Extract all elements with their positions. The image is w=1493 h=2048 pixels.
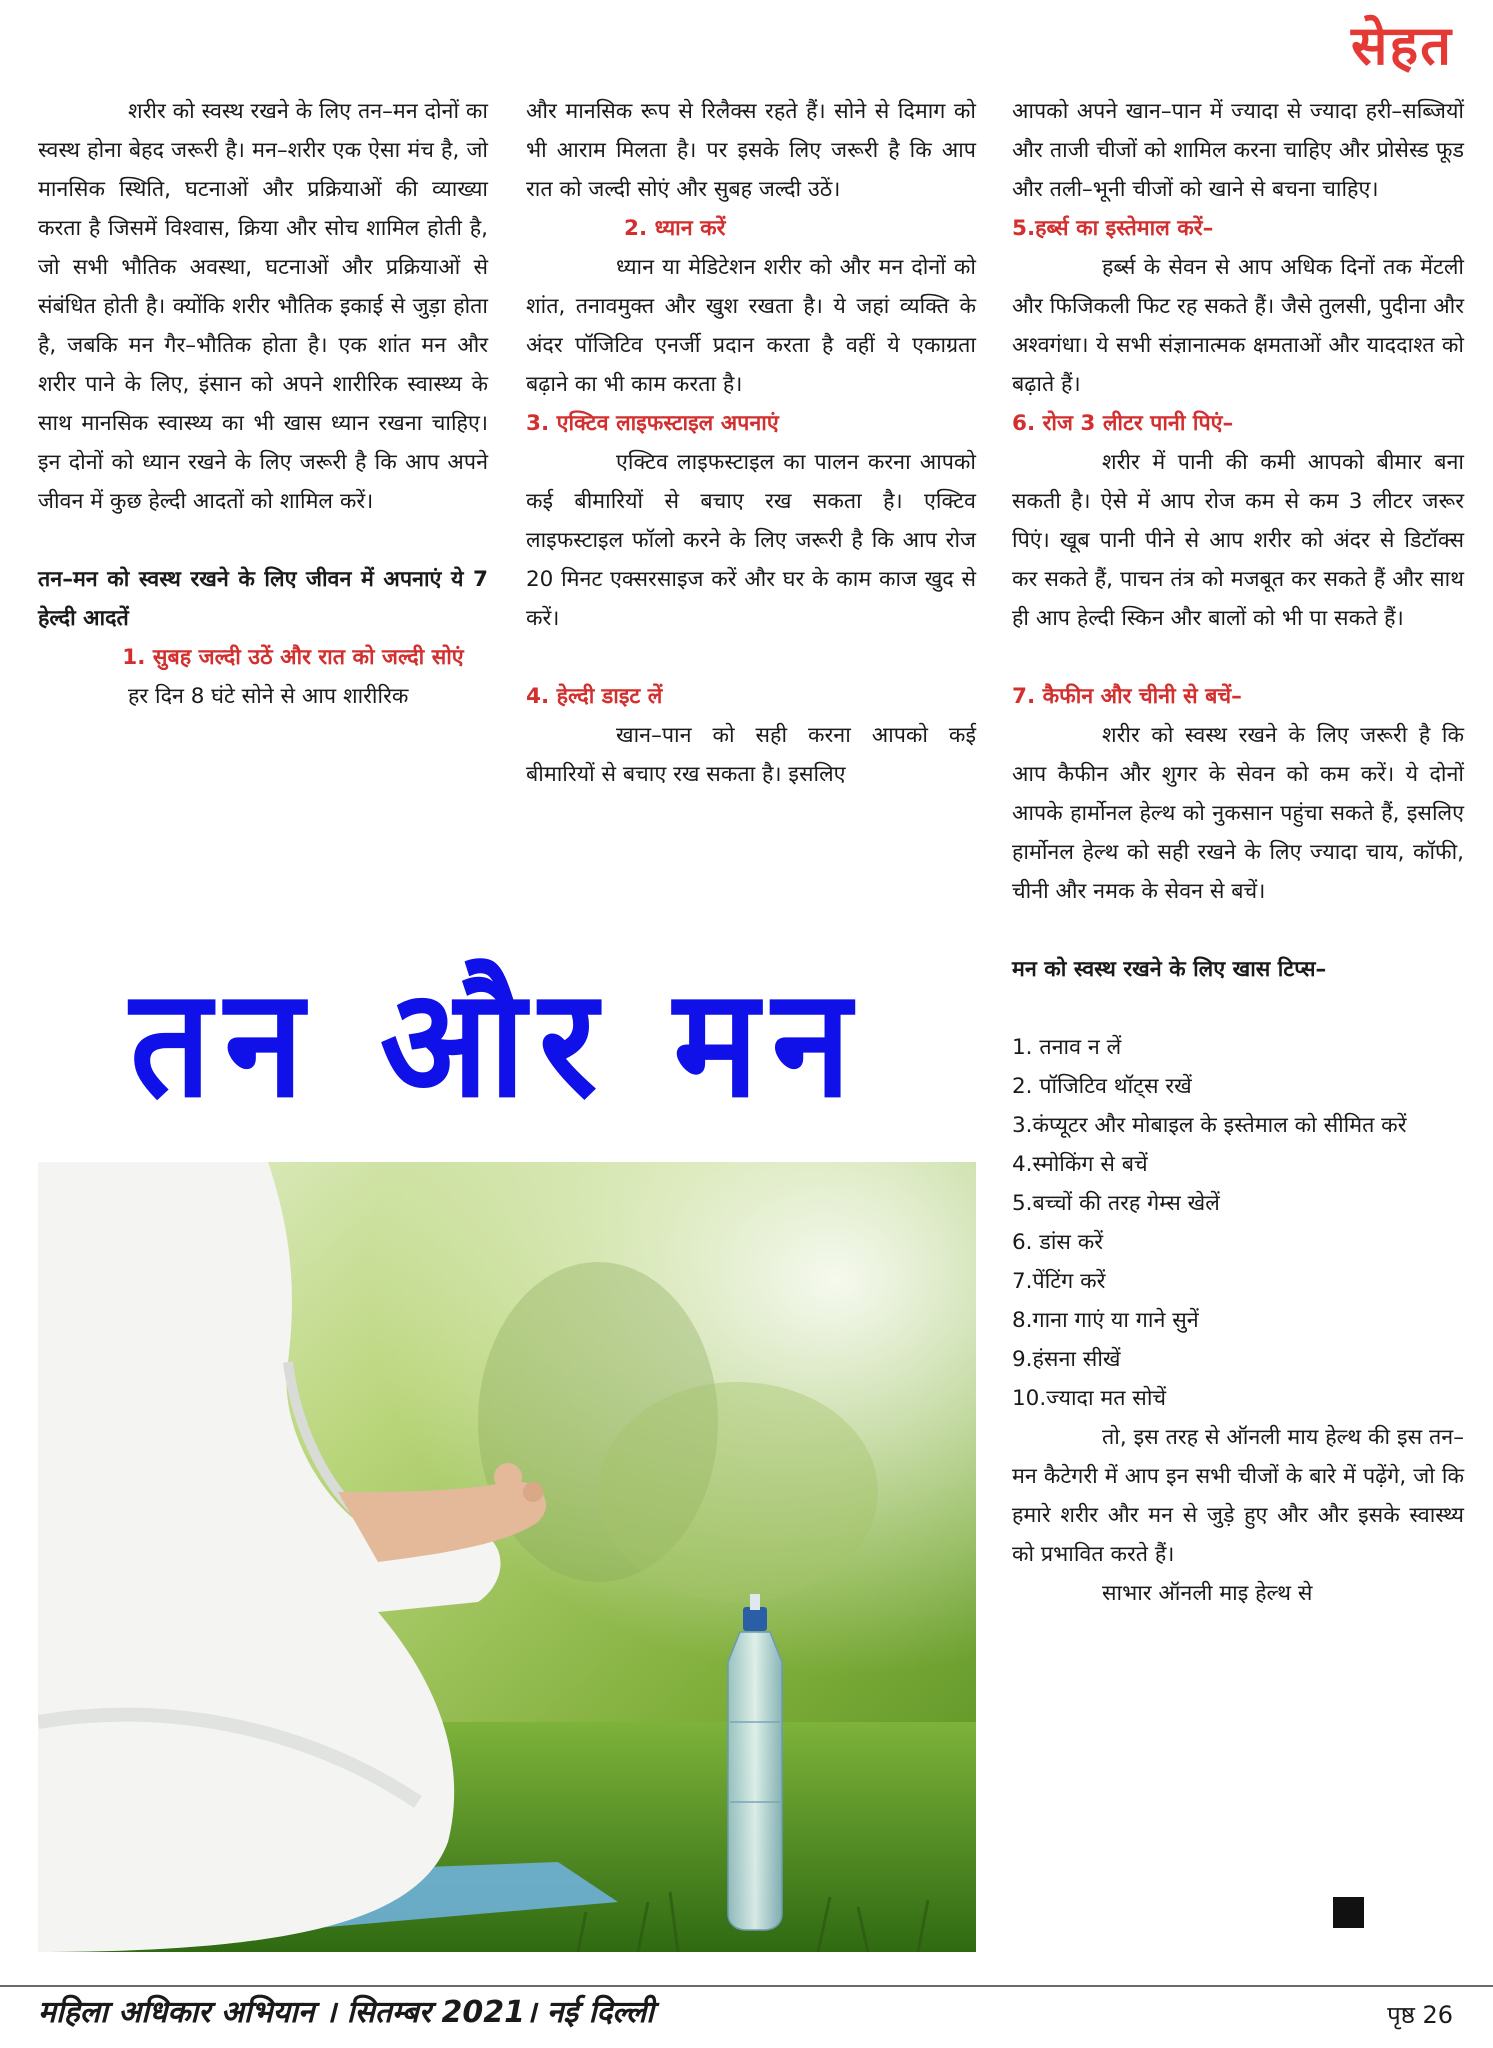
habit-4-text-cont: आपको अपने खान–पान में ज्यादा से ज्यादा हरी–सब्जियों और ताजी चीजों को शामिल करना चाहिए और प्रोसेस्ड फूड और तली–भूनी चीजों को खाने से बचना चाहिए। xyxy=(1012,99,1464,202)
tip-item: 9.हंसना सीखें xyxy=(1012,1347,1121,1372)
habit-2-text: ध्यान या मेडिटेशन शरीर को और मन दोनों को शांत, तनावमुक्त और खुश रखता है। ये जहां व्यक्ति के अंदर पॉजिटिव एनर्जी प्रदान करता है वहीं ये एकाग्रता बढ़ाने का भी काम करता है। xyxy=(526,255,976,397)
habit-2-title: 2. ध्यान करें xyxy=(624,216,726,241)
habit-1-text: हर दिन 8 घंटे सोने से आप शारीरिक xyxy=(128,684,409,709)
habit-4-text: खान–पान को सही करना आपको कई बीमारियों से बचाए रख सकता है। इसलिए xyxy=(526,723,976,787)
habit-7-title: 7. कैफीन और चीनी से बचें– xyxy=(1012,684,1242,709)
meditation-photo xyxy=(38,1162,976,1952)
habit-4-title: 4. हेल्दी डाइट लें xyxy=(526,684,663,709)
tips-heading: मन को स्वस्थ रखने के लिए खास टिप्स– xyxy=(1012,957,1327,982)
habit-6-text: शरीर में पानी की कमी आपको बीमार बना सकती है। ऐसे में आप रोज कम से कम 3 लीटर जरूर पिएं। खूब पानी पीने से आप शरीर को अंदर से डिटॉक्स कर सकते हैं, पाचन तंत्र को मजबूत कर सकते हैं और साथ ही आप हेल्दी स्किन और बालों को भी पा सकते हैं। xyxy=(1012,450,1464,631)
tip-item: 6. डांस करें xyxy=(1012,1230,1104,1255)
habit-5-title: 5.हर्ब्स का इस्तेमाल करें– xyxy=(1012,216,1214,241)
tip-item: 5.बच्चों की तरह गेम्स खेलें xyxy=(1012,1191,1220,1216)
habit-7-text: शरीर को स्वस्थ रखने के लिए जरूरी है कि आप कैफीन और शुगर के सेवन को कम करें। ये दोनों आपके हार्मोनल हेल्थ को नुकसान पहुंचा सकते हैं, इसलिए हार्मोनल हेल्थ को सही रखने के लिए ज्यादा चाय, कॉफी, चीनी और नमक के सेवन से बचें। xyxy=(1012,723,1464,904)
habit-1-text-cont: और मानसिक रूप से रिलैक्स रहते हैं। सोने से दिमाग को भी आराम मिलता है। पर इसके लिए जरूरी है कि आप रात को जल्दी सोएं और सुबह जल्दी उठें। xyxy=(526,99,976,202)
habit-1-title: 1. सुबह जल्दी उठें और रात को जल्दी सोएं xyxy=(122,645,464,670)
conclusion-paragraph: तो, इस तरह से ऑनली माय हेल्थ की इस तन–मन कैटेगरी में आप इन सभी चीजों के बारे में पढ़ेंगे, जो कि हमारे शरीर और मन से जुड़े हुए और और इसके स्वास्थ्य को प्रभावित करते हैं। xyxy=(1012,1425,1464,1567)
article-column-3 xyxy=(1012,92,1464,1613)
section-label: सेहत xyxy=(1351,13,1453,77)
footer-rule xyxy=(0,1985,1493,1987)
end-of-article-mark xyxy=(1333,1897,1364,1928)
tip-item: 10.ज्यादा मत सोचें xyxy=(1012,1386,1167,1411)
habit-3-title: 3. एक्टिव लाइफस्टाइल अपनाएं xyxy=(526,411,779,436)
habit-5-text: हर्ब्स के सेवन से आप अधिक दिनों तक मेंटली और फिजिकली फिट रह सकते हैं। जैसे तुलसी, पुदीना और अश्वगंधा। ये सभी संज्ञानात्मक क्षमताओं और याददाश्त को बढ़ाते हैं। xyxy=(1012,255,1464,397)
habit-6-title: 6. रोज 3 लीटर पानी पिएं– xyxy=(1012,411,1234,436)
tip-item: 8.गाना गाएं या गाने सुनें xyxy=(1012,1308,1199,1333)
page-number: पृष्ठ 26 xyxy=(1387,2001,1453,2029)
tip-item: 4.स्मोकिंग से बचें xyxy=(1012,1152,1148,1177)
headline: तन और मन xyxy=(130,957,865,1131)
credit-line: साभार ऑनली माइ हेल्थ से xyxy=(1102,1581,1313,1606)
habit-3-text: एक्टिव लाइफस्टाइल का पालन करना आपको कई बीमारियों से बचाए रख सकता है। एक्टिव लाइफस्टाइल फॉलो करने के लिए जरूरी है कि आप रोज 20 मिनट एक्सरसाइज करें और घर के काम काज खुद से करें। xyxy=(526,450,976,631)
intro-paragraph: शरीर को स्वस्थ रखने के लिए तन–मन दोनों का स्वस्थ होना बेहद जरूरी है। मन–शरीर एक ऐसा मंच है, जो मानसिक स्थिति, घटनाओं और प्रक्रियाओं की व्याख्या करता है जिसमें विश्वास, क्रिया और सोच शामिल होती है, जो सभी भौतिक अवस्था, घटनाओं और प्रक्रियाओं से संबंधित होती है। क्योंकि शरीर भौतिक इकाई से जुड़ा होता है, जबकि मन गैर–भौतिक होता है। एक शांत मन और शरीर पाने के लिए, इंसान को अपने शारीरिक स्वास्थ्य के साथ मानसिक स्वास्थ्य का भी खास ध्यान रखना चाहिए। इन दोनों को ध्यान रखने के लिए जरूरी है कि आप अपने जीवन में कुछ हेल्दी आदतों को शामिल करें। xyxy=(38,99,489,514)
tip-item: 3.कंप्यूटर और मोबाइल के इस्तेमाल को सीमित करें xyxy=(1012,1113,1407,1138)
tip-item: 1. तनाव न लें xyxy=(1012,1035,1122,1060)
tip-item: 7.पेंटिंग करें xyxy=(1012,1269,1106,1294)
footer-magazine-info: महिला अधिकार अभियान । सितम्बर 2021। नई दिल्ली xyxy=(38,1995,654,2030)
habits-subheading: तन–मन को स्वस्थ रखने के लिए जीवन में अपनाएं ये 7 हेल्दी आदतें xyxy=(38,567,488,631)
article-column-2 xyxy=(526,92,976,794)
tip-item: 2. पॉजिटिव थॉट्स रखें xyxy=(1012,1074,1192,1099)
article-column-1 xyxy=(38,92,488,716)
